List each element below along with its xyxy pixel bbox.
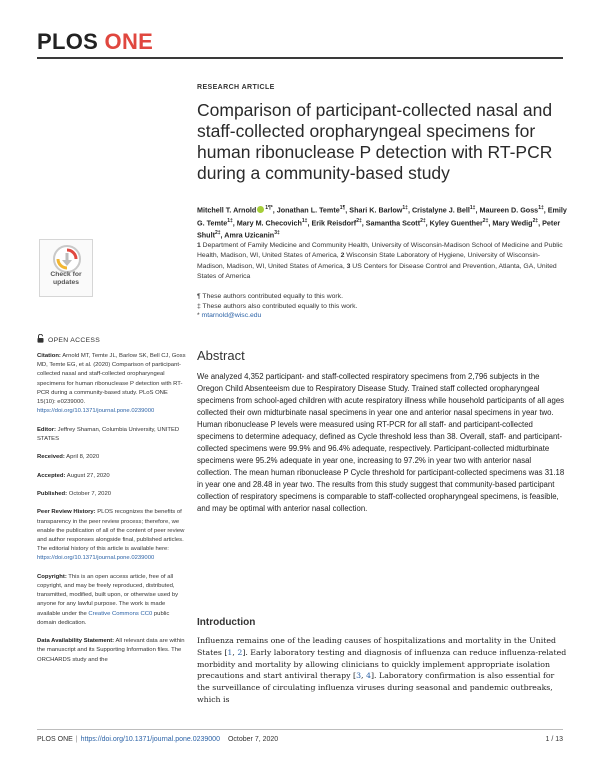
equal-contribution-note: ¶ These authors contributed equally to this work.	[197, 293, 343, 300]
journal-name-plos: PLOS	[37, 29, 99, 54]
introduction-paragraph	[197, 635, 567, 706]
editor-text: Jeffrey Shaman, Columbia University, UNITED STATES	[37, 426, 180, 442]
author-name[interactable]: Emily G. Temte	[197, 205, 567, 227]
author-affiliation-mark: 2‡	[420, 217, 426, 224]
orcid-icon[interactable]	[257, 206, 264, 213]
affiliation-number: 1	[197, 242, 201, 249]
author-name[interactable]: Peter Shult	[197, 217, 561, 240]
corresponding-author-note	[197, 311, 567, 321]
author-affiliation-mark: 2‡	[356, 217, 362, 224]
received-block	[37, 453, 187, 462]
editor-label: Editor:	[37, 426, 56, 433]
footer-divider	[37, 729, 563, 730]
intro-text: ]. Early laboratory testing and diagnosis of influenza can reduce influenza-related morbidity and mortality by allowing clinicians to quickly implement appropriate isolation precautions and start antiviral therapy [	[197, 647, 567, 681]
journal-logo	[37, 29, 153, 55]
intro-text: ,	[361, 671, 366, 681]
also-equal-contribution-note: ‡ These authors also contributed equally to this work.	[197, 302, 358, 310]
header-divider	[37, 57, 563, 59]
author-affiliation-mark: 1¶	[339, 205, 346, 211]
abstract-heading: Abstract	[197, 348, 245, 363]
author-separator: ,	[407, 205, 412, 215]
check-for-updates-line1: Check for	[50, 271, 82, 278]
peer-review-label: Peer Review History:	[37, 509, 96, 516]
accepted-date: August 27, 2020	[65, 472, 110, 479]
citation-text: Arnold MT, Temte JL, Barlow SK, Bell CJ, Goss MD, Temte EG, et al. (2020) Comparison of participant-collected nasal and staff-collected oropharyngeal specimens for human ribonuclease P detection with RT-PCR during a community-based study. PLoS ONE 15(10): e0239000.	[37, 353, 186, 406]
affiliation-number: 3	[346, 262, 351, 270]
received-date: April 8, 2020	[64, 454, 100, 461]
page-number: 1 / 13	[545, 736, 563, 743]
author-name[interactable]: Cristalyne J. Bell	[411, 205, 470, 215]
author-separator: ,	[232, 217, 237, 227]
author-separator: ,	[307, 217, 312, 227]
footer-separator: |	[75, 736, 78, 743]
citation-label: Citation:	[37, 353, 61, 359]
affiliation-text: US Centers for Disease Control and Prevention, Atlanta, GA, United States of America	[197, 262, 557, 281]
author-list	[197, 203, 567, 241]
peer-review-block	[37, 508, 187, 563]
accepted-label: Accepted:	[37, 472, 66, 479]
author-affiliation-mark: 1‡	[469, 205, 476, 211]
open-lock-icon	[37, 334, 44, 343]
affiliation-list	[197, 241, 567, 283]
corresponding-email-link[interactable]: mtarnold@wisc.edu	[201, 312, 262, 320]
author-name[interactable]: Mitchell T. Arnold	[197, 205, 257, 215]
author-name[interactable]: Amra Uzicanin	[224, 230, 275, 240]
intro-text: Influenza remains one of the leading causes of hospitalizations and mortality in the United States [	[197, 636, 556, 657]
peer-review-text: PLOS recognizes the benefits of transparency in the peer review process; therefore, we enable the publication of all of the content of peer review and author responses alongside final, published articles. The editorial history of this article is available here:	[37, 509, 185, 553]
corresponding-mark: *	[197, 312, 202, 320]
affiliation-text: Department of Family Medicine and Community Health, University of Wisconsin-Madison School of Medicine and Public Health, Madison, WI, United States of America,	[197, 242, 563, 260]
author-separator: ,	[538, 217, 543, 227]
article-title: Comparison of participant-collected nasal and staff-collected oropharyngeal specimens for human ribonuclease P detection with RT-PCR during a community-based study	[197, 100, 553, 183]
copyright-label: Copyright:	[37, 573, 67, 580]
author-affiliation-mark: 1‡	[301, 217, 308, 224]
author-affiliation-mark: 2‡	[214, 230, 221, 237]
published-block	[37, 490, 187, 499]
author-name[interactable]: Shari K. Barlow	[349, 205, 403, 215]
author-affiliation-mark: 1¶*	[265, 205, 273, 211]
data-availability-block	[37, 637, 187, 665]
citation-block	[37, 352, 187, 416]
check-for-updates-badge[interactable]	[39, 239, 93, 297]
author-affiliation-mark: 2‡	[482, 217, 489, 224]
citation-ref-link[interactable]: 3	[356, 671, 362, 681]
footer-left	[37, 736, 278, 743]
author-name[interactable]: Mary M. Checovich	[236, 217, 302, 227]
author-affiliation-mark: 1‡	[538, 205, 544, 211]
open-access-text: OPEN ACCESS	[48, 337, 101, 344]
abstract-text: We analyzed 4,352 participant- and staff-collected respiratory specimens from 2,796 subjects in the Oregon Child Absenteeism due to Respiratory Disease Study. Trained staff collected oropharyngeal specimens from school-aged children with acute respiratory illness while household participants of all ages collected their own midturbinate nasal specimens in year one and anterior nasal specimens in year two. Human ribonuclease P levels were measured using RT-PCR for all staff- and participant-collected specimens to determine adequacy, defined as Cycle threshold less than 38. Overall, staff- and participant-collected specimens were 99.9% and 96.4% adequate, respectively. Participant-collected midturbinate specimens were 95.2% adequate in year one, increasing to 97.2% in year two with anterior nasal collection. The mean human ribonuclease P Cycle threshold for participant-collected specimens was 31.18 in year one and 28.48 in year two. The results from this study suggest that community-based participant collection of respiratory specimens is comparable to staff-collected oropharyngeal specimens, is feasible, and may be optimal with anterior nasal collection.	[197, 372, 565, 513]
author-name[interactable]: Erik Reisdorf	[311, 217, 357, 227]
author-separator: ,	[425, 217, 430, 227]
introduction-heading: Introduction	[197, 617, 256, 628]
data-availability-text: All relevant data are within the manuscript and its Supporting Information files. The ORCHARDS study and the	[37, 638, 185, 663]
author-name[interactable]: Mary Wedig	[492, 217, 533, 227]
affiliation-text: Wisconsin State Laboratory of Hygiene, University of Wisconsin-Madison, Madison, WI, United States of America,	[197, 252, 541, 270]
author-separator: ,	[475, 205, 480, 215]
check-for-updates-line2: updates	[52, 279, 80, 286]
footer-date: October 7, 2020	[227, 736, 279, 743]
check-for-updates-icon	[53, 245, 81, 273]
author-separator: ,	[272, 205, 277, 215]
check-for-updates-label	[40, 271, 92, 287]
author-affiliation-mark: 1‡	[402, 205, 408, 211]
affiliation-number: 2	[340, 252, 345, 260]
open-access-label	[37, 334, 100, 344]
copyright-tail: public domain dedication.	[37, 610, 170, 626]
footer-journal-name: PLOS ONE	[37, 736, 73, 743]
article-metadata-sidebar	[37, 352, 187, 674]
intro-text: ]. Laboratory confirmation is also essential for the surveillance of circulating influenza viruses during seasonal and pandemic outbreaks, which is	[197, 671, 555, 704]
author-name[interactable]: Samantha Scott	[365, 217, 421, 227]
author-name[interactable]: Kyley Guenther	[429, 217, 483, 227]
received-label: Received:	[37, 454, 65, 461]
copyright-text: This is an open access article, free of all copyright, and may be freely reproduced, distributed, transmitted, modified, built upon, or otherwise used by anyone for any lawful purpose. The work is made available under the	[37, 573, 179, 617]
author-notes	[197, 292, 567, 321]
published-label: Published:	[37, 490, 68, 497]
author-separator: ,	[220, 230, 225, 240]
author-affiliation-mark: 1‡	[227, 217, 233, 224]
copyright-block	[37, 573, 187, 628]
journal-name-one: ONE	[104, 29, 154, 54]
article-type: RESEARCH ARTICLE	[197, 84, 275, 91]
citation-doi-link[interactable]: https://doi.org/10.1371/journal.pone.0239000	[37, 408, 155, 415]
published-date: October 7, 2020	[67, 490, 111, 497]
author-separator: ,	[488, 217, 493, 227]
editor-block	[37, 426, 187, 444]
intro-text: ,	[232, 647, 238, 657]
citation-ref-link[interactable]: 4	[366, 671, 371, 681]
citation-ref-link[interactable]: 2	[237, 647, 243, 657]
data-availability-label: Data Availability Statement:	[37, 638, 115, 645]
accepted-block	[37, 472, 187, 481]
author-affiliation-mark: 3‡	[274, 230, 280, 237]
footer-doi-link[interactable]: https://doi.org/10.1371/journal.pone.0239000	[80, 736, 220, 743]
author-affiliation-mark: 2‡	[532, 217, 539, 224]
author-separator: ,	[543, 205, 548, 215]
author-name[interactable]: Jonathan L. Temte	[276, 205, 340, 215]
author-name[interactable]: Maureen D. Goss	[479, 205, 539, 215]
citation-ref-link[interactable]: 1	[227, 647, 233, 657]
peer-review-link[interactable]: https://doi.org/10.1371/journal.pone.0239000	[37, 555, 155, 562]
author-separator: ,	[345, 205, 350, 215]
author-separator: ,	[361, 217, 366, 227]
cc0-license-link[interactable]: Creative Commons CC0	[88, 610, 153, 617]
